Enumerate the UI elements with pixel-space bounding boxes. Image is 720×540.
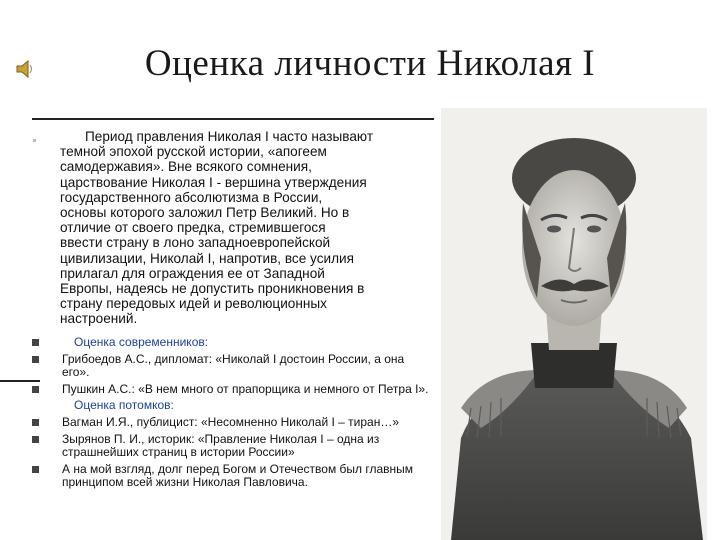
item-text: Грибоедов А.С., дипломат: «Николай I достоин России, а она его».	[62, 351, 405, 380]
square-bullet-icon	[32, 436, 39, 443]
square-bullet-icon	[32, 356, 39, 363]
intro-line: Европы, надеясь не допустить проникновения в	[60, 281, 365, 297]
section-heading	[32, 399, 432, 413]
intro-line: страну передовых идей и революционных	[60, 296, 327, 312]
intro-line: цивилизации, Николай I, напротив, все усилия	[60, 250, 354, 266]
square-bullet-icon	[32, 339, 39, 346]
quote-item	[32, 416, 432, 430]
intro-line: настроений.	[60, 311, 138, 327]
square-bullet-icon	[32, 466, 39, 473]
intro-line: государственного абсолютизма в России,	[60, 189, 323, 205]
title-underline	[32, 118, 434, 120]
quote-item	[32, 433, 432, 460]
intro-paragraph	[60, 129, 432, 327]
intro-line: самодержавия». Вне всякого сомнения,	[60, 159, 312, 175]
quote-item	[32, 353, 432, 380]
quote-item	[32, 383, 432, 397]
intro-bullet	[33, 139, 36, 142]
item-text: Зырянов П. И., историк: «Правление Николая I – одна из страшнейших страниц в истории России»	[62, 431, 380, 460]
speaker-icon[interactable]	[14, 58, 36, 80]
intro-line: отличие от своего предка, стремившегося	[60, 220, 326, 236]
item-text: Оценка потомков:	[74, 398, 174, 413]
item-text: Вагман И.Я., публицист: «Несомненно Николай I – тиран…»	[62, 414, 400, 429]
intro-line: ввести страну в лоно западноевропейской	[60, 235, 331, 251]
item-text: А на мой взгляд, долг перед Богом и Отечеством был главным принципом всей жизни Николая Павловича.	[62, 461, 414, 490]
square-bullet-icon	[32, 419, 39, 426]
intro-line: темной эпохой русской истории, «апогеем	[60, 144, 327, 160]
portrait-image	[441, 108, 707, 540]
slide-title: Оценка личности Николая I	[144, 43, 596, 84]
intro-line: Период правления Николая I часто называют	[85, 129, 374, 144]
section-heading	[32, 336, 432, 350]
square-bullet-icon	[32, 386, 39, 393]
intro-line: прилагал для ограждения ее от Западной	[60, 265, 325, 281]
intro-line: царствование Николая I - вершина утверждения	[60, 174, 367, 190]
item-text: Оценка современников:	[74, 335, 209, 349]
quote-item	[32, 463, 432, 490]
quotes-list	[32, 336, 432, 493]
item-text: Пушкин А.С.: «В нем много от прапорщика и немного от Петра I».	[62, 381, 429, 396]
intro-line: основы которого заложил Петр Великий. Но в	[60, 205, 350, 221]
